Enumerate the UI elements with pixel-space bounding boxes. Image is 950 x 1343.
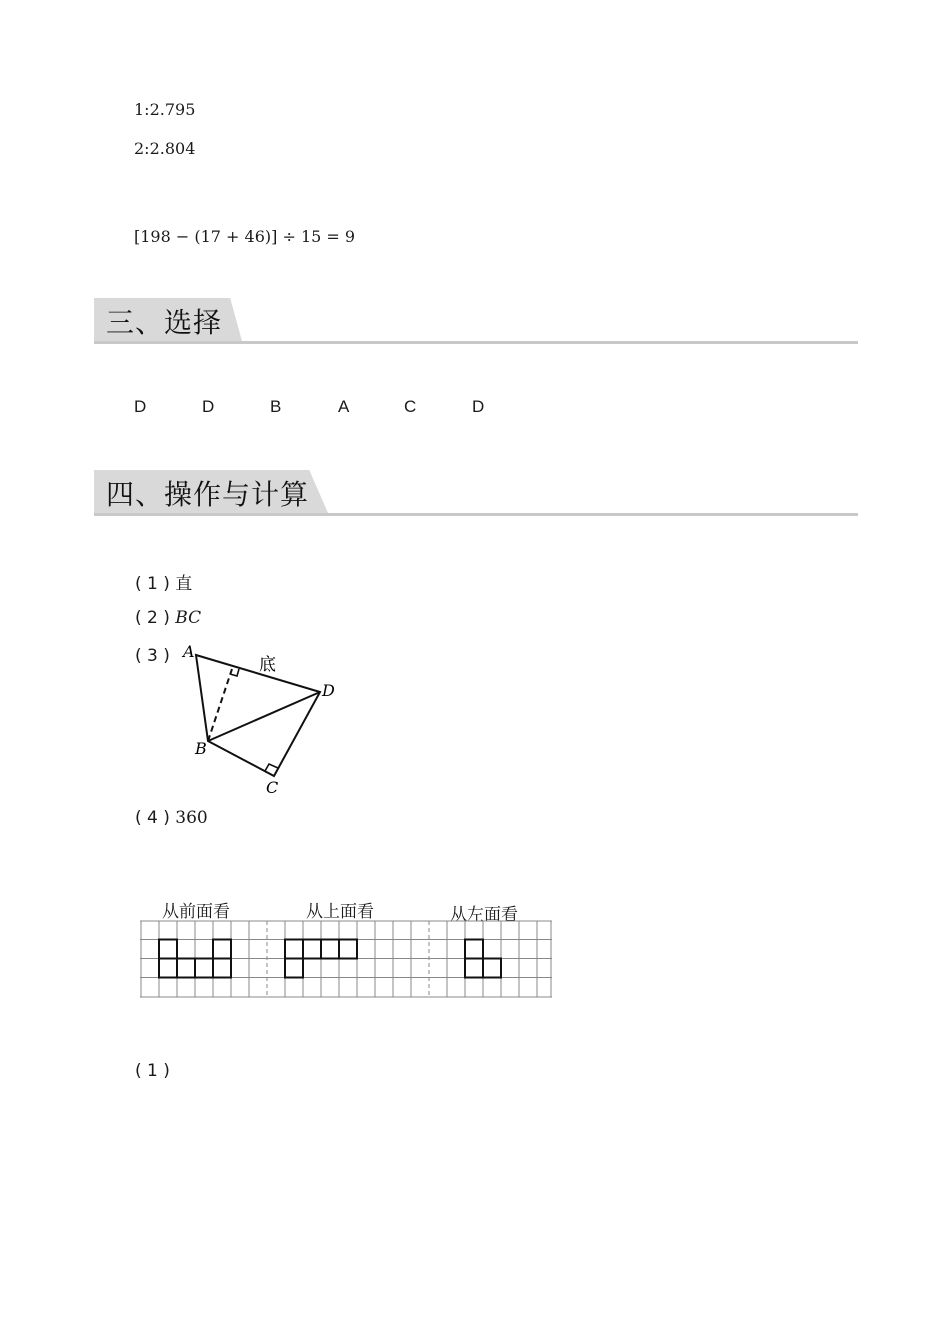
section-header-operation [94,470,858,516]
point-label-a: A [183,642,195,661]
section-header-choice [94,298,858,344]
point-label-d: D [322,681,335,700]
answer-line-2: 2:2.804 [134,139,196,158]
question-item-1 [135,569,192,594]
view-label-left: 从左面看 [450,905,518,925]
base-label: 底 [259,655,276,675]
question-label: ( 4 ) [135,808,170,828]
question-item-4 [135,808,208,828]
question-answer: 直 [175,574,193,594]
question-item-2 [135,608,201,628]
section-title: 四、操作与计算 [106,478,310,511]
section-title: 三、选择 [106,306,223,339]
answer-line-1: 1:2.795 [134,100,196,119]
question-answer: 360 [175,808,208,828]
view-label-front: 从前面看 [162,902,230,922]
question-label: ( 2 ) [135,608,170,628]
question-answer: BC [175,608,202,628]
choice-answer: C [404,397,417,416]
choice-answer: D [202,397,215,416]
choice-answer: D [134,397,147,416]
choice-answer: A [338,397,350,416]
view-label-top: 从上面看 [306,902,374,922]
right-angle-mark-c [265,764,278,771]
equation: [198 − (17 + 46)] ÷ 15 = 9 [134,227,356,246]
diagonal-bd [208,692,320,741]
next-question-label: ( 1 ) [135,1061,170,1081]
point-label-c: C [266,778,279,797]
height-dashed [208,669,232,741]
question-label-3: ( 3 ) [135,646,170,666]
choice-answer: D [472,397,485,416]
question-label: ( 1 ) [135,574,170,594]
point-label-b: B [195,739,207,758]
quadrilateral-figure [170,638,350,800]
three-view-grid [140,920,554,1000]
left-view-shape [465,940,501,978]
choice-answer: B [270,397,282,416]
